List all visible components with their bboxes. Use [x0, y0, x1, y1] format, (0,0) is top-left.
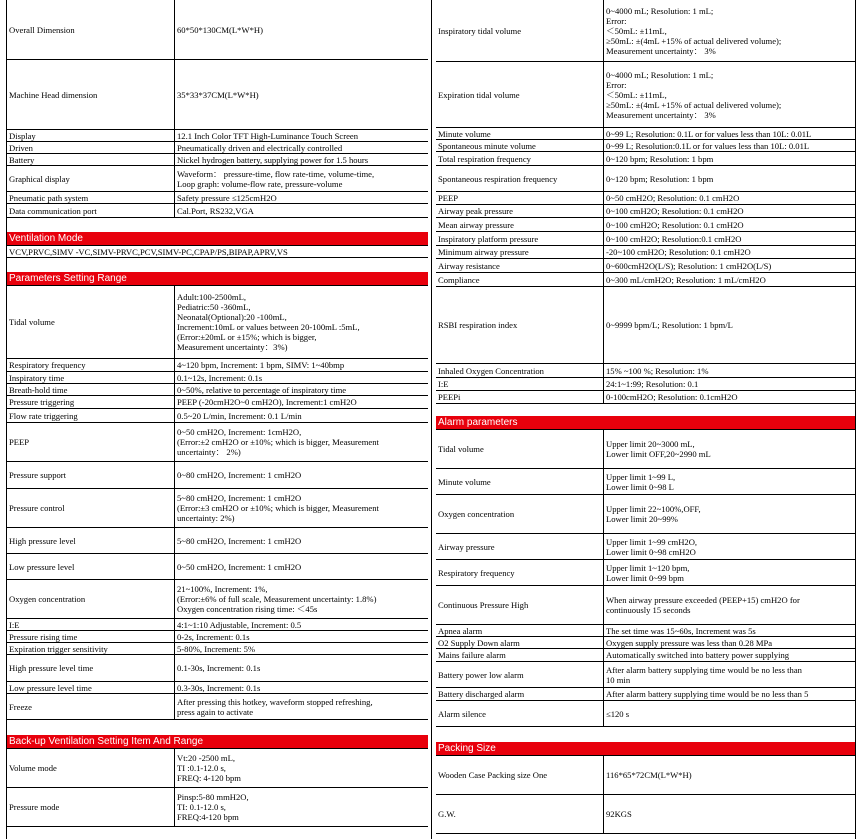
spec-value-line: 0~50 cmH2O, Increment: 1cmH2O,	[177, 427, 302, 437]
right-table-border	[855, 0, 856, 839]
section-header: Packing Size	[436, 742, 855, 756]
spec-value	[603, 140, 855, 151]
spec-label: Compliance	[438, 274, 480, 285]
spec-value-line: 0-100cmH2O; Resolution: 0.1cmH2O	[606, 392, 738, 402]
spec-value	[603, 495, 855, 533]
spec-value-line: Loop graph: volume-flow rate, pressure-volume	[177, 178, 343, 189]
spec-value-line: 0~99 L; Resolution: 0.1L or for values less than 10L: 0.01L	[606, 128, 812, 139]
spec-label: Display	[9, 130, 36, 141]
spec-value-line: The set time was 15~60s, Increment was 5s	[606, 625, 756, 636]
spec-row	[436, 430, 855, 469]
spec-row	[7, 384, 428, 396]
spec-value	[174, 694, 428, 719]
spec-value-line: 10 min	[606, 674, 631, 685]
spec-row	[7, 619, 428, 631]
spec-value-line: 0~100 cmH2O; Resolution: 0.1 cmH2O	[606, 206, 744, 216]
spec-value-line: Upper limit 1~120 bpm,	[606, 562, 690, 573]
spec-value	[603, 205, 855, 217]
section-header: Alarm parameters	[436, 416, 855, 430]
spec-value-line: 0.1~12s, Increment: 0.1s	[177, 372, 263, 383]
spec-row	[436, 140, 855, 152]
spec-value	[603, 192, 855, 204]
spec-label: Machine Head dimension	[9, 89, 98, 100]
spec-label: Airway pressure	[438, 541, 495, 552]
spec-value	[603, 128, 855, 139]
spec-value	[603, 649, 855, 661]
spec-value-line: (Error:±2 cmH2O or ±10%; which is bigger, Measurement	[177, 437, 379, 447]
spec-label: Apnea alarm	[438, 625, 483, 636]
spec-value	[603, 287, 855, 363]
spec-value-line: 0~50 cmH2O; Resolution: 0.1 cmH2O	[606, 193, 740, 203]
spec-label: Minimum airway pressure	[438, 247, 529, 257]
left-table-border	[6, 0, 7, 839]
spec-value-line: Vt:20 -2500 mL,	[177, 753, 236, 763]
spec-value-line: Cal.Port, RS232,VGA	[177, 205, 254, 216]
spec-value	[603, 378, 855, 390]
center-divider	[431, 0, 432, 839]
spec-row	[7, 631, 428, 643]
spec-label: Minute volume	[438, 128, 491, 139]
spec-label: Pressure rising time	[9, 631, 78, 642]
spec-row	[436, 378, 855, 391]
spec-row	[7, 462, 428, 489]
spec-value-line: (Error:±20mL or ±15%; which is bigger,	[177, 332, 317, 342]
spec-row	[7, 204, 428, 218]
spec-label: Inspiratory platform pressure	[438, 233, 539, 244]
spec-label: Inhaled Oxygen Concentration	[438, 365, 544, 376]
spec-value-line: Upper limit 1~99 cmH2O,	[606, 536, 698, 547]
spec-label: High pressure level	[9, 535, 76, 546]
spec-label: Pneumatic path system	[9, 192, 89, 203]
spec-value	[603, 62, 855, 127]
spec-value-line: FREQ: 4-120 bpm	[177, 773, 241, 783]
spec-value	[174, 489, 428, 527]
section-gap	[7, 218, 428, 232]
left-spec-table	[7, 0, 428, 827]
spec-row	[436, 287, 855, 364]
spec-value-line: 0~120 bpm; Resolution: 1 bpm	[606, 153, 714, 164]
spec-value	[174, 60, 428, 129]
spec-value	[603, 259, 855, 272]
spec-value-line: Safety pressure ≤125cmH2O	[177, 192, 277, 203]
spec-value	[603, 637, 855, 648]
spec-value-line: 24:1~1:99; Resolution: 0.1	[606, 379, 699, 389]
spec-value	[174, 580, 428, 618]
section-header: Parameters Setting Range	[7, 272, 428, 286]
spec-label: Alarm silence	[438, 708, 486, 719]
spec-label: Breath-hold time	[9, 384, 68, 395]
spec-value	[603, 0, 855, 61]
spec-label: PEEP	[438, 193, 459, 203]
spec-value	[603, 232, 855, 245]
spec-value-line: 0~4000 mL; Resolution: 1 mL;	[606, 69, 714, 80]
spec-value	[174, 462, 428, 488]
spec-value	[603, 166, 855, 191]
spec-label: PEEPi	[438, 392, 461, 402]
spec-value-line: 0~4000 mL; Resolution: 1 mL;	[606, 5, 714, 16]
spec-label: Low pressure level	[9, 561, 75, 572]
spec-row	[436, 205, 855, 218]
spec-row	[7, 192, 428, 204]
spec-value-line: 4~120 bpm, Increment: 1 bpm, SIMV: 1~40bmp	[177, 360, 345, 370]
spec-row	[436, 273, 855, 287]
spec-row	[436, 586, 855, 625]
spec-value-line: Waveform： pressure-time, flow rate-time, volume-time,	[177, 168, 375, 179]
spec-row	[436, 218, 855, 232]
spec-label: Inspiratory tidal volume	[438, 25, 522, 36]
spec-value-line: ≤120 s	[606, 708, 630, 719]
spec-value-line: 15% ~100 %; Resolution: 1%	[606, 365, 709, 376]
spec-value-line: Lower limit 20~99%	[606, 514, 678, 524]
spec-label: PEEP	[9, 437, 30, 447]
spec-label: Oxygen concentration	[438, 509, 515, 519]
spec-value-line: After alarm battery supplying time would be no less than	[606, 664, 802, 675]
spec-label: Pressure mode	[9, 802, 60, 812]
spec-row	[436, 795, 855, 834]
spec-value	[603, 625, 855, 636]
section-gap	[7, 258, 428, 272]
spec-label: Volume mode	[9, 763, 57, 773]
spec-value	[174, 528, 428, 553]
spec-label: Flow rate triggering	[9, 410, 78, 421]
spec-row	[436, 534, 855, 560]
spec-value-line: (Error:±3 cmH2O or ±10%; which is bigger, Measurement	[177, 503, 379, 513]
spec-value-line: -20~100 cmH2O; Resolution: 0.1 cmH2O	[606, 247, 751, 257]
spec-value-line: 12.1 Inch Color TFT High-Luminance Touch Screen	[177, 130, 359, 141]
spec-value-line: Oxygen concentration rising time: ＜45s	[177, 604, 318, 614]
right-spec-table	[436, 0, 855, 834]
spec-value	[174, 154, 428, 165]
spec-value-line: 0.3-30s, Increment: 0.1s	[177, 682, 261, 693]
spec-row	[436, 364, 855, 378]
spec-row	[436, 246, 855, 259]
spec-label: Pressure triggering	[9, 397, 75, 407]
spec-value-line: Measurement uncertainty：3%)	[177, 342, 288, 352]
spec-label: I:E	[9, 619, 20, 630]
spec-value-line: 21~100%, Increment: 1%,	[177, 584, 268, 594]
spec-row	[436, 391, 855, 404]
spec-value-line: Automatically switched into battery power supplying	[606, 650, 790, 660]
spec-row	[7, 359, 428, 372]
spec-value-line: Increment:10mL or values between 20-100mL :5mL,	[177, 322, 360, 332]
spec-value-line: ≥50mL: ±(4mL +15% of actual delivered volume);	[606, 35, 782, 46]
spec-value	[174, 788, 428, 826]
spec-row	[436, 560, 855, 586]
spec-value-line: 35*33*37CM(L*W*H)	[177, 89, 259, 100]
spec-label: Pressure control	[9, 503, 65, 513]
spec-value	[174, 682, 428, 693]
spec-value-line: FREQ:4-120 bpm	[177, 812, 239, 822]
spec-value-line: Error:	[606, 15, 627, 26]
spec-value-line: (Error:±6% of full scale, Measurement uncertainty: 1.8%)	[177, 594, 377, 604]
spec-row	[7, 142, 428, 154]
spec-value	[174, 204, 428, 217]
spec-label: High pressure level time	[9, 663, 94, 673]
spec-value-line: uncertainty： 2%)	[177, 447, 241, 457]
spec-row	[436, 166, 855, 192]
spec-value-line: press again to activate	[177, 706, 254, 717]
spec-label: G.W.	[438, 809, 456, 819]
spec-row	[7, 580, 428, 619]
spec-row	[7, 60, 428, 130]
spec-row	[436, 259, 855, 273]
spec-label: Battery power low alarm	[438, 669, 524, 680]
spec-label: Tidal volume	[438, 444, 484, 454]
spec-value-line: 0~100 cmH2O; Resolution:0.1 cmH2O	[606, 233, 742, 244]
spec-value	[603, 218, 855, 231]
spec-row	[436, 637, 855, 649]
spec-label: Expiration trigger sensitivity	[9, 643, 108, 654]
spec-value-line: Lower limit 0~98 L	[606, 481, 674, 492]
spec-value-line: 0~9999 bpm/L; Resolution: 1 bpm/L	[606, 320, 733, 330]
spec-label: Airway peak pressure	[438, 206, 513, 216]
spec-value	[603, 152, 855, 165]
spec-value-line: Upper limit 1~99 L,	[606, 471, 676, 482]
spec-row	[436, 232, 855, 246]
spec-value-line: uncertainty: 2%)	[177, 513, 235, 523]
spec-value-line: Measurement uncertainty： 3%	[606, 45, 716, 56]
spec-value	[174, 655, 428, 681]
spec-label: Airway resistance	[438, 260, 500, 271]
spec-label: Spontaneous minute volume	[438, 140, 536, 151]
spec-value	[603, 701, 855, 726]
spec-label: Data communication port	[9, 205, 97, 216]
spec-label: O2 Supply Down alarm	[438, 637, 520, 648]
spec-row	[436, 701, 855, 727]
spec-row	[7, 643, 428, 655]
spec-row	[7, 130, 428, 142]
spec-row	[7, 286, 428, 359]
spec-label: Respiratory frequency	[438, 567, 515, 578]
spec-value	[603, 246, 855, 258]
spec-value-line: Measurement uncertainty： 3%	[606, 109, 716, 120]
spec-label: Inspiratory time	[9, 372, 65, 383]
spec-value-line: 0.5~20 L/min, Increment: 0.1 L/min	[177, 410, 302, 421]
spec-value-line: 60*50*130CM(L*W*H)	[177, 24, 263, 35]
spec-value-line: Lower limit 0~98 cmH2O	[606, 546, 696, 557]
spec-value	[174, 372, 428, 383]
spec-label: Freeze	[9, 701, 32, 712]
spec-row	[436, 0, 855, 62]
spec-label: Continuous Pressure High	[438, 600, 529, 610]
spec-label: Wooden Case Packing size One	[438, 770, 548, 780]
spec-value-line: Error:	[606, 79, 627, 90]
section-gap	[436, 727, 855, 742]
spec-value	[174, 423, 428, 461]
spec-row	[436, 495, 855, 534]
spec-label: Mains failure alarm	[438, 650, 506, 660]
spec-row	[7, 694, 428, 720]
spec-value-line: 0~50%, relative to percentage of inspiratory time	[177, 384, 347, 395]
spec-row	[7, 396, 428, 409]
section-gap	[436, 404, 855, 416]
spec-row	[7, 554, 428, 580]
spec-row	[7, 682, 428, 694]
spec-row	[436, 688, 855, 701]
spec-value-line: 92KGS	[606, 809, 632, 819]
spec-value-line: Lower limit OFF,20~2990 mL	[606, 449, 711, 459]
spec-value	[603, 688, 855, 700]
spec-value-line: 0~100 cmH2O; Resolution: 0.1 cmH2O	[606, 219, 744, 230]
spec-label: Low pressure level time	[9, 682, 92, 693]
spec-value-line: TI: 0.1-12.0 s,	[177, 802, 226, 812]
spec-value	[174, 643, 428, 654]
spec-value	[603, 469, 855, 494]
spec-value-line: Pinsp:5-80 mmH2O,	[177, 792, 249, 802]
spec-value-line: PEEP (-20cmH2O~0 cmH2O), Increment:1 cmH2O	[177, 397, 357, 407]
spec-row	[436, 128, 855, 140]
spec-value-line: continuously 15 seconds	[606, 605, 691, 615]
spec-value	[174, 396, 428, 408]
spec-value-line: Pediatric:50 -360mL,	[177, 302, 251, 312]
spec-row	[7, 372, 428, 384]
spec-value	[174, 554, 428, 579]
spec-label: Respiratory frequency	[9, 360, 86, 370]
spec-label: Spontaneous respiration frequency	[438, 173, 558, 184]
spec-value	[174, 384, 428, 395]
spec-value	[174, 619, 428, 630]
spec-row	[436, 625, 855, 637]
spec-value-line: 0~80 cmH2O, Increment: 1 cmH2O	[177, 470, 302, 480]
spec-value-line: Adult:100-2500mL,	[177, 292, 246, 302]
spec-row	[7, 489, 428, 528]
spec-value	[603, 662, 855, 687]
spec-value-line: 0~120 bpm; Resolution: 1 bpm	[606, 173, 714, 184]
spec-value	[603, 756, 855, 794]
spec-value-line: 0.1-30s, Increment: 0.1s	[177, 663, 261, 673]
spec-value-line: After pressing this hotkey, waveform stopped refreshing,	[177, 696, 373, 707]
spec-value	[603, 534, 855, 559]
spec-value-line: 0-2s, Increment: 0.1s	[177, 631, 250, 642]
spec-label: Battery discharged alarm	[438, 689, 525, 699]
spec-value	[174, 130, 428, 141]
spec-row	[436, 152, 855, 166]
spec-value-line: Upper limit 20~3000 mL,	[606, 439, 695, 449]
spec-value-line: ≥50mL: ±(4mL +15% of actual delivered volume);	[606, 99, 782, 110]
spec-value-line: ＜50mL: ±11mL,	[606, 25, 667, 36]
spec-value	[174, 631, 428, 642]
spec-value	[174, 166, 428, 191]
spec-row	[7, 409, 428, 423]
spec-row	[436, 756, 855, 795]
spec-row	[7, 154, 428, 166]
spec-value	[603, 391, 855, 403]
spec-value-line: 5~80 cmH2O, Increment: 1 cmH2O	[177, 535, 302, 546]
spec-row	[7, 423, 428, 462]
spec-value	[603, 273, 855, 286]
spec-label: Tidal volume	[9, 317, 55, 327]
spec-value	[174, 0, 428, 59]
spec-row	[7, 749, 428, 788]
spec-row	[7, 788, 428, 827]
spec-value-line: When airway pressure exceeded (PEEP+15) cmH2O for	[606, 595, 800, 605]
spec-value-line: 5-80%, Increment: 5%	[177, 643, 256, 654]
spec-row	[436, 469, 855, 495]
spec-value-line: Neonatal(Optional):20 -100mL,	[177, 312, 287, 322]
spec-value-line: 0~99 L; Resolution:0.1L or for values less than 10L: 0.01L	[606, 140, 810, 151]
spec-value	[603, 560, 855, 585]
spec-label: Battery	[9, 154, 35, 165]
spec-value	[174, 409, 428, 422]
spec-value-line: 0~300 mL/cmH2O; Resolution: 1 mL/cmH2O	[606, 274, 766, 285]
spec-label: Graphical display	[9, 173, 70, 184]
spec-row	[7, 655, 428, 682]
spec-value-line: Lower limit 0~99 bpm	[606, 572, 684, 583]
spec-value	[174, 749, 428, 787]
spec-row	[436, 662, 855, 688]
spec-value-line: TI :0.1-12.0 s,	[177, 763, 226, 773]
mode-list: VCV,PRVC,SIMV -VC,SIMV-PRVC,PCV,SIMV-PC,CPAP/PS,BIPAP,APRV,VS	[7, 246, 428, 258]
spec-row	[7, 0, 428, 60]
spec-value-line: Nickel hydrogen battery, supplying power for 1.5 hours	[177, 154, 369, 165]
spec-value	[603, 364, 855, 377]
spec-value-line: Upper limit 22~100%,OFF,	[606, 504, 701, 514]
spec-label: Overall Dimension	[9, 24, 75, 35]
spec-value-line: 4:1~1:10 Adjustable, Increment: 0.5	[177, 619, 302, 630]
spec-value	[174, 286, 428, 358]
spec-value	[174, 192, 428, 203]
spec-value-line: 116*65*72CM(L*W*H)	[606, 770, 692, 780]
spec-row	[436, 192, 855, 205]
spec-row	[7, 528, 428, 554]
section-header: Back-up Ventilation Setting Item And Range	[7, 735, 428, 749]
spec-label: I:E	[438, 379, 449, 389]
section-gap	[7, 720, 428, 735]
spec-value	[603, 430, 855, 468]
spec-label: Expiration tidal volume	[438, 89, 520, 100]
spec-value	[603, 586, 855, 624]
spec-label: Driven	[9, 142, 33, 153]
spec-label: Minute volume	[438, 476, 491, 487]
spec-value-line: ＜50mL: ±11mL,	[606, 89, 667, 100]
spec-value	[174, 359, 428, 371]
spec-label: Total respiration frequency	[438, 153, 531, 164]
spec-value-line: After alarm battery supplying time would be no less than 5	[606, 689, 809, 699]
spec-label: RSBI respiration index	[438, 320, 518, 330]
spec-value	[174, 142, 428, 153]
spec-value-line: 0~600cmH2O(L/S); Resolution: 1 cmH2O(L/S)	[606, 260, 772, 271]
spec-label: Mean airway pressure	[438, 219, 514, 230]
spec-value	[603, 795, 855, 833]
spec-row	[7, 166, 428, 192]
spec-row	[436, 649, 855, 662]
spec-value-line: Oxygen supply pressure was less than 0.28 MPa	[606, 637, 773, 648]
spec-label: Pressure support	[9, 470, 67, 480]
spec-label: Oxygen concentration	[9, 594, 86, 604]
spec-value-line: Pneumatically driven and electrically controlled	[177, 142, 343, 153]
spec-value-line: 5~80 cmH2O, Increment: 1 cmH2O	[177, 493, 302, 503]
spec-value-line: 0~50 cmH2O, Increment: 1 cmH2O	[177, 561, 302, 572]
section-header: Ventilation Mode	[7, 232, 428, 246]
spec-row	[436, 62, 855, 128]
